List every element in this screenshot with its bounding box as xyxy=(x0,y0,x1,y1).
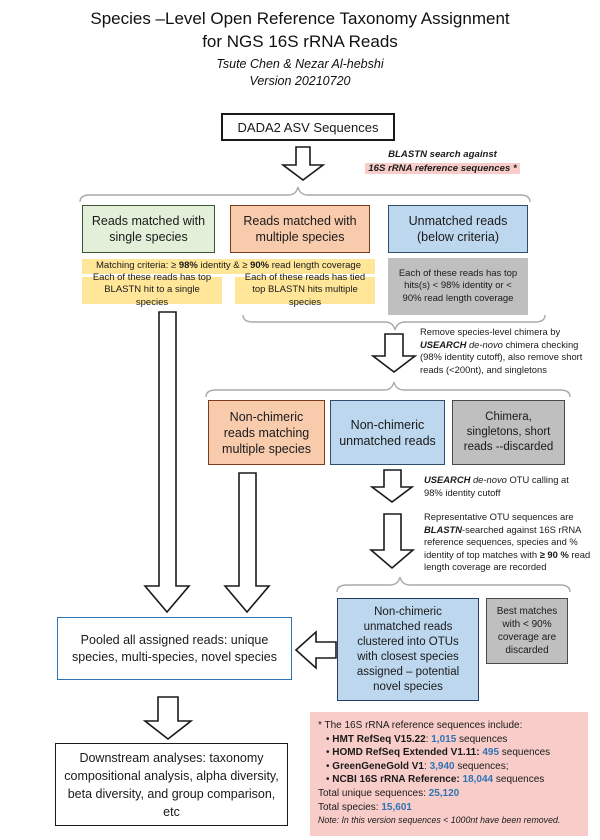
box-matched-single-label: Reads matched with single species xyxy=(91,214,206,244)
refseq-note: Note: In this version sequences < 1000nt have been removed. xyxy=(318,815,561,826)
blastn-rest: search against xyxy=(427,149,497,160)
box-discarded-label: Chimera, singletons, short reads --discarded xyxy=(463,411,554,453)
matching-criteria-text: Matching criteria: ≥ 98% identity & ≥ 90% read length coverage xyxy=(96,260,361,272)
note-single-species-text: Each of these reads has top BLASTN hit to a single species xyxy=(92,271,212,308)
box-matched-multiple xyxy=(230,205,370,253)
refseq-item: • HMT RefSeq V15.22: 1,015 sequences xyxy=(326,733,508,745)
authors-line: Tsute Chen & Nezar Al-hebshi xyxy=(216,57,384,71)
box-downstream-label: Downstream analyses: taxonomy compositional analysis, alpha diversity, beta diversity, and group comparison, etc xyxy=(64,750,279,819)
note-unmatched-criteria xyxy=(388,258,528,315)
version-line: Version 20210720 xyxy=(249,74,351,88)
box-nonchimeric-multiple xyxy=(208,400,325,465)
box-nonchimeric-unmatched xyxy=(330,400,445,465)
box-unmatched xyxy=(388,205,528,253)
box-best-matches-label: Best matches with < 90% coverage are discarded xyxy=(496,606,558,656)
arrow-down-chimera xyxy=(373,334,415,372)
box-otu-clustered-label: Non-chimeric unmatched reads clustered into OTUs with closest species assigned – potential novel species xyxy=(356,605,460,693)
arrow-left-otu-to-pool xyxy=(296,632,336,668)
box-nonchimeric-multiple-label: Non-chimeric reads matching multiple species xyxy=(222,409,311,456)
box-nonchimeric-unmatched-label: Non-chimeric unmatched reads xyxy=(339,417,436,448)
page-title-line2: for NGS 16S rRNA Reads xyxy=(202,32,398,51)
box-unmatched-label: Unmatched reads (below criteria) xyxy=(408,214,508,244)
refseq-total-species: Total species: 15,601 xyxy=(318,801,412,813)
box-discarded xyxy=(452,400,565,465)
arrow-down-otu-calling xyxy=(372,470,412,502)
arrow-long-multi-to-pool xyxy=(225,473,269,612)
box-otu-clustered xyxy=(337,598,479,701)
box-best-matches-discarded xyxy=(486,598,568,664)
refseq-item: • GreenGeneGold V1: 3,940 sequences; xyxy=(326,760,509,772)
arrow-down-to-downstream xyxy=(145,697,191,739)
note-otu-calling: USEARCH de-novo OTU calling at 98% identity cutoff xyxy=(424,474,569,498)
arrow-down-blastn-search xyxy=(371,514,413,568)
brace-over-otu xyxy=(337,577,570,592)
note-blastn-representative: Representative OTU sequences are BLASTN-searched against 16S rRNA reference sequences, species and % identity of top matches with ≥ 90 % read length coverage are recorded xyxy=(424,511,591,573)
arrow-down-blastn xyxy=(283,147,323,180)
note-single-species xyxy=(82,271,222,308)
refseq-item: • HOMD RefSeq Extended V1.11: 495 sequences xyxy=(326,747,551,759)
box-pooled-reads xyxy=(57,617,292,680)
note-unmatched-criteria-text: Each of these reads has top hits(s) < 98% identity or < 90% read length coverage xyxy=(398,267,518,304)
box-matched-single xyxy=(82,205,215,253)
box-pooled-reads-label: Pooled all assigned reads: unique species, multi-species, novel species xyxy=(72,632,277,664)
box-downstream-analyses xyxy=(55,743,288,826)
note-multiple-species-text: Each of these reads has tied top BLASTN hits multiple species xyxy=(244,271,366,308)
blastn-highlight: 16S rRNA reference sequences * xyxy=(365,163,519,174)
note-chimera-removal: Remove species-level chimera by USEARCH de-novo chimera checking (98% identity cutoff), also remove short reads (<200nt), and singletons xyxy=(420,326,583,375)
page-title-line1: Species –Level Open Reference Taxonomy Assignment xyxy=(90,9,510,28)
dada2-asv-label: DADA2 ASV Sequences xyxy=(237,119,379,135)
refseq-intro: * The 16S rRNA reference sequences include: xyxy=(318,720,523,731)
arrow-long-single-to-pool xyxy=(145,312,189,612)
box-matched-multiple-label: Reads matched with multiple species xyxy=(243,214,357,244)
note-multiple-species xyxy=(235,271,375,308)
blastn-bold: BLASTN xyxy=(388,149,428,160)
brace-over-row2 xyxy=(206,382,570,397)
refseq-legend xyxy=(310,712,588,836)
refseq-total-sequences: Total unique sequences: 25,120 xyxy=(318,787,460,799)
dada2-asv-box xyxy=(221,113,395,141)
blastn-search-note xyxy=(340,148,545,176)
refseq-item: • NCBI 16S rRNA Reference: 18,044 sequences xyxy=(326,774,545,786)
brace-top xyxy=(80,187,530,202)
